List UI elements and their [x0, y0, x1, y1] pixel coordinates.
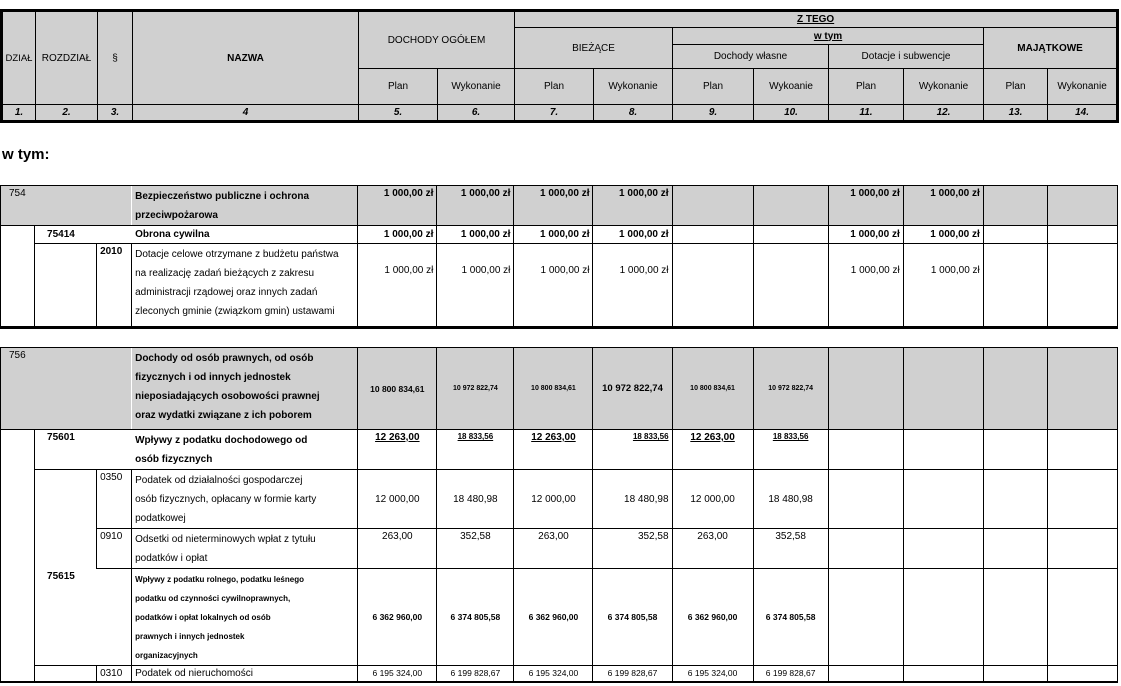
name-line: Odsetki od nieterminowych wpłat z tytułu: [135, 534, 316, 545]
header-wykonanie: Wykonanie: [904, 69, 984, 105]
empty-cell: [983, 348, 1047, 430]
value-cell: 6 199 828,67: [593, 666, 672, 682]
header-wykoanie: Wykoanie: [754, 69, 829, 105]
column-number: 8.: [594, 105, 673, 122]
header-dochody-wlasne: Dochody własne: [673, 45, 829, 69]
empty-cell: [672, 244, 753, 328]
value-cell: [514, 430, 593, 470]
name-line: organizacyjnych: [135, 651, 198, 660]
table-row: [1, 226, 1118, 244]
value-cell: 352,58: [593, 529, 672, 569]
column-number: 2.: [36, 105, 98, 122]
paragraf-code: 0310: [97, 666, 132, 682]
value-cell: 263,00: [672, 529, 753, 569]
empty-cell: [983, 529, 1047, 569]
table-row: [1, 569, 1118, 666]
empty-cell: [828, 430, 903, 470]
paragraf-code: 0910: [97, 529, 132, 569]
header-table: [0, 9, 1119, 123]
column-number: 11.: [829, 105, 904, 122]
empty-cell: [1047, 666, 1117, 682]
rozdzial-name: [132, 430, 358, 470]
empty-cell: [1047, 430, 1117, 470]
w-tym-label: w tym:: [2, 146, 50, 163]
header-biezace: BIEŻĄCE: [515, 28, 673, 69]
empty-cell: [983, 666, 1047, 682]
empty-cell: [753, 186, 828, 226]
empty-cell: [903, 348, 983, 430]
value-cell: 1 000,00 zł: [358, 244, 437, 328]
value-text: 18 833,56: [632, 432, 669, 441]
value-text: 18 833,56: [457, 432, 494, 441]
name-line: przeciwpożarowa: [135, 210, 218, 221]
name-line: fizycznych i od innych jednostek: [135, 372, 291, 383]
header-majatkowe: MAJĄTKOWE: [984, 28, 1118, 69]
table-row: [1, 666, 1118, 682]
value-cell: 6 195 324,00: [358, 666, 437, 682]
empty-cell: [1, 244, 35, 328]
value-cell: 6 195 324,00: [514, 666, 593, 682]
empty-cell: [828, 470, 903, 529]
empty-cell: [983, 226, 1047, 244]
empty-cell: [753, 244, 828, 328]
empty-cell: [1047, 569, 1117, 666]
value-cell: 1 000,00 zł: [903, 226, 983, 244]
header-plan: Plan: [359, 69, 438, 105]
table-row: [1, 186, 1118, 226]
name-line: podatków i opłat lokalnych od osób: [135, 613, 271, 622]
value-cell: 6 199 828,67: [437, 666, 514, 682]
name-line: oraz wydatki związane z ich poborem: [135, 410, 312, 421]
empty-cell: [828, 666, 903, 682]
value-cell: 1 000,00 zł: [903, 186, 983, 226]
section-754-table: [0, 185, 1118, 329]
empty-cell: [35, 470, 97, 529]
rozdzial-code: 75414: [35, 226, 132, 244]
value-cell: 18 480,98: [437, 470, 514, 529]
empty-cell: [672, 186, 753, 226]
rozdzial-name: Obrona cywilna: [132, 226, 358, 244]
empty-cell: [1047, 348, 1117, 430]
header-plan: Plan: [829, 69, 904, 105]
empty-cell: [903, 430, 983, 470]
value-cell: 1 000,00 zł: [437, 186, 514, 226]
value-cell: 6 362 960,00: [514, 569, 593, 666]
value-cell: 6 374 805,58: [437, 569, 514, 666]
dzial-code: 754: [1, 186, 132, 226]
value-cell: 6 362 960,00: [672, 569, 753, 666]
empty-cell: [1047, 186, 1117, 226]
paragraf-code: 0350: [97, 470, 132, 529]
empty-cell: [1, 470, 35, 529]
value-text: 12 263,00: [375, 432, 420, 443]
empty-cell: [1, 569, 35, 666]
dzial-name: [132, 348, 358, 430]
name-line: administracji rządowej oraz innych zadań: [135, 287, 318, 298]
value-cell: 10 800 834,61: [358, 348, 437, 430]
empty-cell: [903, 666, 983, 682]
value-cell: 1 000,00 zł: [358, 226, 437, 244]
empty-cell: [828, 529, 903, 569]
empty-cell: [983, 186, 1047, 226]
value-text: 12 263,00: [531, 432, 576, 443]
name-line: podatków i opłat: [135, 553, 208, 564]
value-text: 12 263,00: [690, 432, 735, 443]
column-number: 13.: [984, 105, 1048, 122]
name-line: podatku od czynności cywilnoprawnych,: [135, 594, 291, 603]
empty-cell: [35, 244, 97, 328]
header-dochody-ogolem: DOCHODY OGÓŁEM: [359, 11, 515, 69]
value-cell: [593, 430, 672, 470]
empty-cell: [903, 470, 983, 529]
table-row: [1, 348, 1118, 430]
table-row: [1, 244, 1118, 328]
paragraf-name: Podatek od nieruchomości: [132, 666, 358, 682]
empty-cell: [1047, 470, 1117, 529]
value-cell: 1 000,00 zł: [358, 186, 437, 226]
value-cell: 10 972 822,74: [593, 348, 672, 430]
name-line: osób fizycznych, opłacany w formie karty: [135, 494, 317, 505]
rozdzial-code: 75601: [35, 430, 132, 470]
paragraf-code: 2010: [97, 244, 132, 328]
table-row: [1, 529, 1118, 569]
value-cell: [358, 430, 437, 470]
value-cell: 1 000,00 zł: [514, 226, 593, 244]
column-number: 12.: [904, 105, 984, 122]
column-number: 5.: [359, 105, 438, 122]
empty-cell: [1, 430, 35, 470]
name-line: Dotacje celowe otrzymane z budżetu państwa: [135, 249, 339, 260]
header-nazwa: NAZWA: [133, 11, 359, 105]
value-cell: 6 374 805,58: [593, 569, 672, 666]
empty-cell: [35, 529, 97, 569]
empty-cell: [1, 666, 35, 682]
paragraf-name: [132, 529, 358, 569]
column-number: 9.: [673, 105, 754, 122]
value-cell: 12 000,00: [672, 470, 753, 529]
name-line: Dochody od osób prawnych, od osób: [135, 353, 314, 364]
header-wykonanie: Wykonanie: [1048, 69, 1118, 105]
empty-cell: [983, 430, 1047, 470]
name-line: Podatek od działalności gospodarczej: [135, 475, 303, 486]
header-rozdzial: ROZDZIAŁ: [36, 11, 98, 105]
dzial-code: 756: [1, 348, 132, 430]
empty-cell: [1047, 226, 1117, 244]
value-text: 18 833,56: [772, 432, 809, 441]
name-line: Wpływy z podatku dochodowego od: [135, 435, 308, 446]
empty-cell: [903, 569, 983, 666]
header-w-tym: w tym: [673, 28, 984, 45]
value-cell: 10 972 822,74: [753, 348, 828, 430]
header-plan: Plan: [984, 69, 1048, 105]
value-cell: 12 000,00: [514, 470, 593, 529]
value-cell: 12 000,00: [358, 470, 437, 529]
value-cell: 1 000,00 zł: [593, 244, 672, 328]
value-cell: 1 000,00 zł: [903, 244, 983, 328]
column-number: 3.: [98, 105, 133, 122]
value-cell: 1 000,00 zł: [437, 226, 514, 244]
name-line: prawnych i innych jednostek: [135, 632, 245, 641]
name-line: osób fizycznych: [135, 454, 213, 465]
header-z-tego: Z TEGO: [515, 11, 1118, 28]
value-cell: 1 000,00 zł: [828, 186, 903, 226]
value-cell: 352,58: [437, 529, 514, 569]
column-number: 6.: [438, 105, 515, 122]
column-number: 1.: [2, 105, 36, 122]
value-cell: 1 000,00 zł: [437, 244, 514, 328]
section-756-table: [0, 347, 1118, 683]
empty-cell: [672, 226, 753, 244]
empty-cell: [1, 226, 35, 244]
value-cell: 1 000,00 zł: [514, 186, 593, 226]
value-cell: [437, 430, 514, 470]
empty-cell: [753, 226, 828, 244]
value-cell: 1 000,00 zł: [828, 226, 903, 244]
value-cell: 1 000,00 zł: [593, 186, 672, 226]
empty-cell: [903, 529, 983, 569]
value-cell: 6 362 960,00: [358, 569, 437, 666]
column-number: 7.: [515, 105, 594, 122]
name-line: Wpływy z podatku rolnego, podatku leśnego: [135, 575, 304, 584]
value-cell: 10 800 834,61: [672, 348, 753, 430]
header-plan: Plan: [515, 69, 594, 105]
empty-cell: [983, 470, 1047, 529]
value-cell: 352,58: [753, 529, 828, 569]
table-row: [1, 430, 1118, 470]
value-cell: [672, 430, 753, 470]
value-cell: 18 480,98: [753, 470, 828, 529]
value-cell: 6 195 324,00: [672, 666, 753, 682]
column-number: 4: [133, 105, 359, 122]
empty-cell: [1, 529, 35, 569]
empty-cell: [828, 569, 903, 666]
value-cell: 1 000,00 zł: [514, 244, 593, 328]
value-cell: 10 972 822,74: [437, 348, 514, 430]
empty-cell: [983, 244, 1047, 328]
name-line: podatkowej: [135, 513, 186, 524]
name-line: Bezpieczeństwo publiczne i ochrona: [135, 191, 310, 202]
value-cell: 6 199 828,67: [753, 666, 828, 682]
header-dotacje: Dotacje i subwencje: [829, 45, 984, 69]
name-line: na realizację zadań bieżących z zakresu: [135, 268, 315, 279]
header-plan: Plan: [673, 69, 754, 105]
header-dzial: DZIAŁ: [2, 11, 36, 105]
empty-cell: [983, 569, 1047, 666]
name-line: zleconych gminie (związkom gmin) ustawami: [135, 306, 335, 317]
value-cell: 6 374 805,58: [753, 569, 828, 666]
value-cell: [753, 430, 828, 470]
rozdzial-code: 75615: [35, 569, 132, 666]
name-line: nieposiadających osobowości prawnej: [135, 391, 320, 402]
header-wykonanie: Wykonanie: [594, 69, 673, 105]
column-number: 14.: [1048, 105, 1118, 122]
paragraf-name: [132, 470, 358, 529]
table-row: [1, 470, 1118, 529]
dzial-name: [132, 186, 358, 226]
value-cell: 263,00: [514, 529, 593, 569]
empty-cell: [828, 348, 903, 430]
empty-cell: [1047, 529, 1117, 569]
empty-cell: [35, 666, 97, 682]
value-cell: 1 000,00 zł: [828, 244, 903, 328]
column-number: 10.: [754, 105, 829, 122]
header-paragraf: §: [98, 11, 133, 105]
paragraf-name: [132, 244, 358, 328]
header-wykonanie: Wykonanie: [438, 69, 515, 105]
value-cell: 263,00: [358, 529, 437, 569]
value-cell: 10 800 834,61: [514, 348, 593, 430]
empty-cell: [1047, 244, 1117, 328]
rozdzial-name: [132, 569, 358, 666]
value-cell: 18 480,98: [593, 470, 672, 529]
value-cell: 1 000,00 zł: [593, 226, 672, 244]
